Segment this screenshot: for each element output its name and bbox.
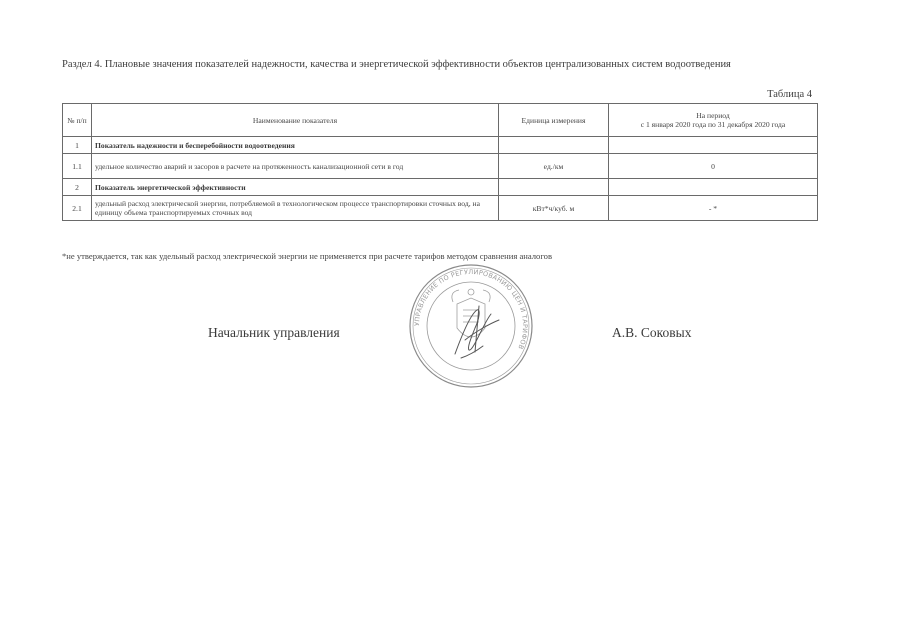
- indicators-table: [62, 103, 818, 221]
- row-name: удельное количество аварий и засоров в расчете на протяженность канализационной сети в год: [92, 154, 499, 179]
- row-value: 0: [609, 154, 818, 179]
- table-label: Таблица 4: [767, 89, 812, 100]
- header-period: На период с 1 января 2020 года по 31 декабря 2020 года: [609, 104, 818, 137]
- row-name: Показатель надежности и бесперебойности водоотведения: [92, 137, 499, 154]
- row-num: 1.1: [63, 154, 92, 179]
- row-num: 1: [63, 137, 92, 154]
- table-row: [63, 196, 818, 221]
- row-name: Показатель энергетической эффективности: [92, 179, 499, 196]
- header-unit: Единица измерения: [499, 104, 609, 137]
- row-value: [609, 179, 818, 196]
- section-title: Раздел 4. Плановые значения показателей надежности, качества и энергетической эффективности объектов централизованных систем водоотведения: [62, 59, 731, 70]
- row-value: [609, 137, 818, 154]
- header-name: Наименование показателя: [92, 104, 499, 137]
- table-row: [63, 137, 818, 154]
- footnote: *не утверждается, так как удельный расход электрической энергии не применяется при расчете тарифов методом сравнения аналогов: [62, 251, 552, 261]
- signatory-name: А.В. Соковых: [612, 325, 692, 340]
- row-unit: кВт*ч/куб. м: [499, 196, 609, 221]
- row-unit: ед./км: [499, 154, 609, 179]
- row-unit: [499, 179, 609, 196]
- header-num: № п/п: [63, 104, 92, 137]
- row-num: 2: [63, 179, 92, 196]
- stamp-ring-text: УПРАВЛЕНИЕ ПО РЕГУЛИРОВАНИЮ ЦЕН И ТАРИФОВ: [412, 267, 530, 351]
- row-value: - *: [609, 196, 818, 221]
- official-stamp-seal: [405, 262, 537, 390]
- signatory-position: Начальник управления: [208, 325, 340, 340]
- row-name: удельный расход электрической энергии, потребляемой в технологическом процессе транспортировки сточных вод, на единицу объема транспортируемых сточных вод: [92, 196, 499, 221]
- table-row: [63, 154, 818, 179]
- row-unit: [499, 137, 609, 154]
- row-num: 2.1: [63, 196, 92, 221]
- table-header-row: [63, 104, 818, 137]
- table-row: [63, 179, 818, 196]
